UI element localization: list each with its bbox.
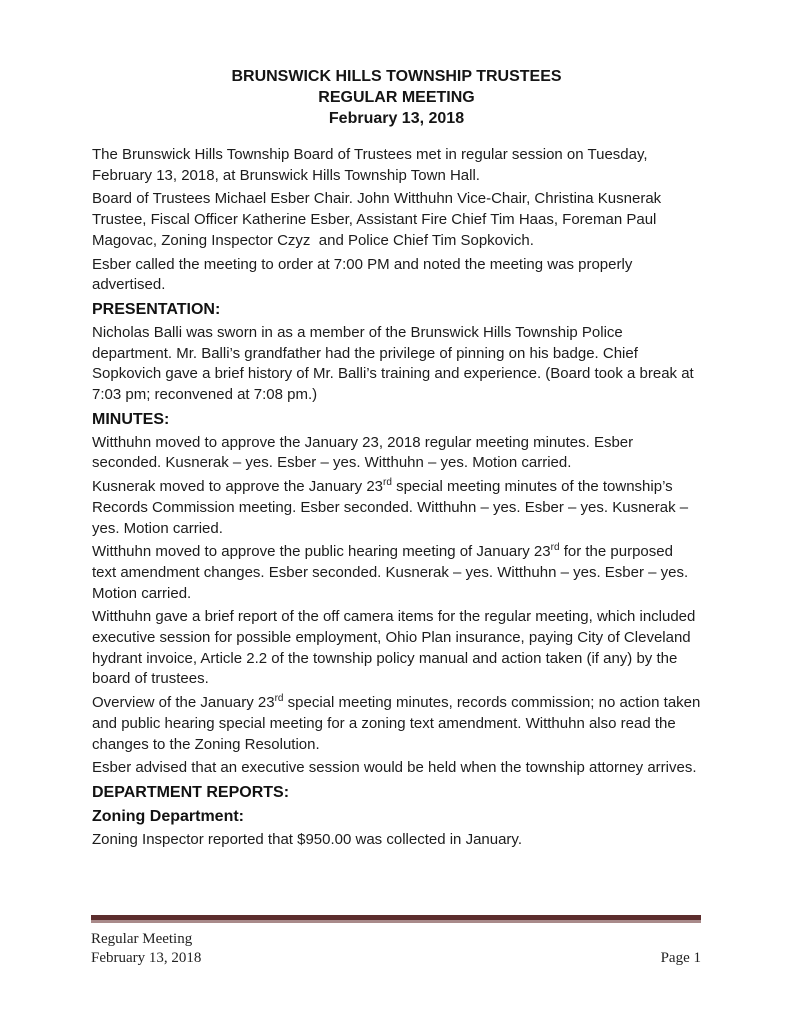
paragraph: Zoning Inspector reported that $950.00 was collected in January. [92,830,522,848]
section-heading: MINUTES: [92,410,170,428]
paragraph [92,477,701,539]
paragraph [92,542,701,604]
section-heading: DEPARTMENT REPORTS: [92,783,290,801]
title-line-org: BRUNSWICK HILLS TOWNSHIP TRUSTEES [231,68,562,85]
paragraph: Esber advised that an executive session would be held when the township attorney arrives. [92,759,697,777]
footer-meeting-type: Regular Meeting [91,931,193,947]
footer-page-number: Page 1 [660,950,701,966]
paragraph: Witthuhn gave a brief report of the off camera items for the regular meeting, which included executive session for possible employment, Ohio Plan insurance, paying City of Cleveland hydrant invoice, Article 2.2 of the township policy manual and action taken (if any) by the board of trustees. [92,608,696,688]
document-title [92,66,701,129]
section-heading: PRESENTATION: [92,300,221,318]
text-run: special meeting minutes, records commission; no action taken and public hearing special meeting for a zoning text amendment. Witthuhn also read the changes to the Zoning Resolution. [92,694,701,753]
ordinal-superscript: rd [383,477,392,489]
section-heading: Zoning Department: [92,807,244,825]
footer-rule-light [91,920,701,923]
text-run: for the purposed text amendment changes. Esber seconded. Kusnerak – yes. Witthuhn – yes. Esber – yes. Motion carried. [92,543,689,602]
ordinal-superscript: rd [550,542,560,554]
paragraph: Esber called the meeting to order at 7:00 PM and noted the meeting was properly advertised. [92,255,633,294]
text-run: Overview of the January 23 [92,694,275,712]
paragraph: The Brunswick Hills Township Board of Trustees met in regular session on Tuesday, February 13, 2018, at Brunswick Hills Township Town Hall. [92,146,648,184]
text-run: Kusnerak moved to approve the January 23 [92,478,384,496]
paragraph [92,693,701,755]
paragraph: Witthuhn moved to approve the January 23, 2018 regular meeting minutes. Esber seconded. Kusnerak – yes. Esber – yes. Witthuhn – yes. Motion carried. [92,433,634,472]
paragraph: Board of Trustees Michael Esber Chair. John Witthuhn Vice-Chair, Christina Kusnerak Trustee, Fiscal Officer Katherine Esber, Assistant Fire Chief Tim Haas, Foreman Paul Magovac, Zoning Inspector Czyz and Police Chief Tim Sopkovich. [92,190,662,249]
page-content [92,66,701,854]
title-line-date: February 13, 2018 [328,110,465,127]
paragraph: Nicholas Balli was sworn in as a member of the Brunswick Hills Township Police department. Mr. Balli’s grandfather had the privilege of pinning on his badge. Chief Sopkovich gave a brief history of Mr. Balli’s training and experience. (Board took a break at 7:03 pm; reconvened at 7:08 pm.) [92,323,694,404]
text-run: Witthuhn moved to approve the public hearing meeting of January 23 [92,543,551,561]
page-footer [91,915,701,968]
document-body [92,145,701,851]
title-line-meeting-type: REGULAR MEETING [318,89,475,106]
ordinal-superscript: rd [274,693,284,705]
footer-meeting-info [91,930,201,968]
footer-meeting-date: February 13, 2018 [91,950,202,966]
text-run: special meeting minutes of the township’s Records Commission meeting. Esber seconded. Witthuhn – yes. Esber – yes. Kusnerak – yes. Motion carried. [92,478,689,537]
